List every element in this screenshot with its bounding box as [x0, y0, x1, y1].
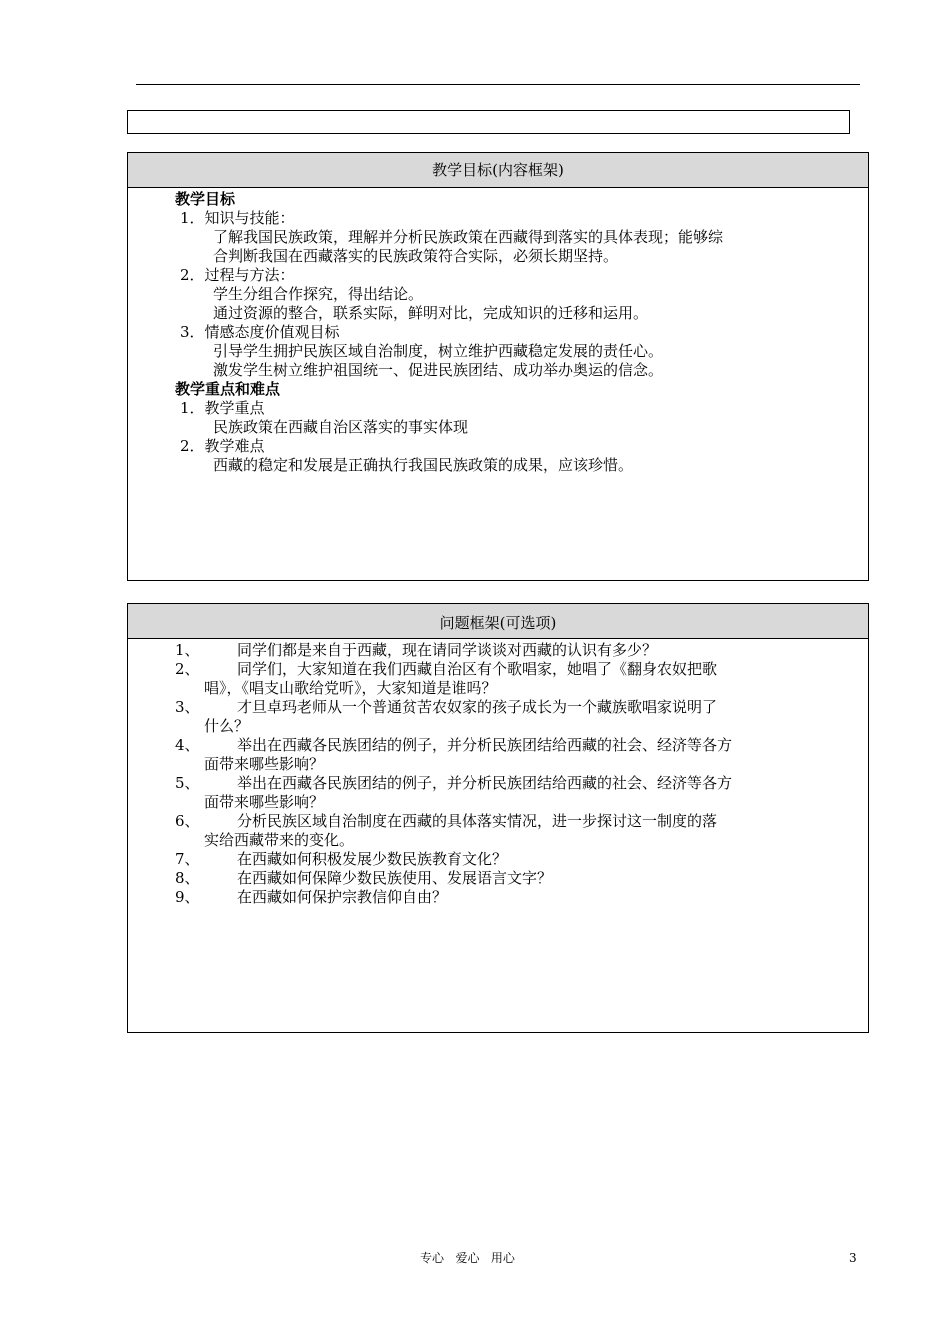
- question-5-number: 5、: [175, 774, 200, 792]
- section-title-key-points: 教学重点和难点: [175, 380, 281, 398]
- goals-panel-header: 教学目标(内容框架): [128, 153, 868, 188]
- goal-item-3-line1: 引导学生拥护民族区域自治制度，树立维护西藏稳定发展的责任心。: [213, 342, 664, 360]
- question-6-line2: 实给西藏带来的变化。: [204, 831, 355, 849]
- question-8-number: 8、: [175, 869, 200, 887]
- question-6-line1: 分析民族区域自治制度在西藏的具体落实情况，进一步探讨这一制度的落: [237, 812, 718, 830]
- question-2-number: 2、: [175, 660, 200, 678]
- key-point-text: 民族政策在西藏自治区落实的事实体现: [213, 418, 469, 436]
- question-4-line2: 面带来哪些影响？: [204, 755, 325, 773]
- difficulty-text: 西藏的稳定和发展是正确执行我国民族政策的成果，应该珍惜。: [213, 456, 634, 474]
- question-3-line1: 才旦卓玛老师从一个普通贫苦农奴家的孩子成长为一个藏族歌唱家说明了: [237, 698, 718, 716]
- question-1-line1: 同学们都是来自于西藏，现在请同学谈谈对西藏的认识有多少？: [237, 641, 658, 659]
- question-1-number: 1、: [175, 641, 200, 659]
- goal-item-1-label: 1．知识与技能：: [180, 209, 295, 227]
- goal-item-2-line2: 通过资源的整合，联系实际，鲜明对比，完成知识的迁移和运用。: [213, 304, 649, 322]
- goal-item-2-line1: 学生分组合作探究，得出结论。: [213, 285, 424, 303]
- question-6-number: 6、: [175, 812, 200, 830]
- header-rule: [136, 84, 860, 85]
- empty-header-box: [127, 110, 850, 134]
- page-number: 3: [849, 1251, 857, 1265]
- question-2-line1: 同学们，大家知道在我们西藏自治区有个歌唱家，她唱了《翻身农奴把歌: [237, 660, 718, 678]
- difficulty-label: 2．教学难点: [180, 437, 265, 455]
- question-4-line1: 举出在西藏各民族团结的例子，并分析民族团结给西藏的社会、经济等各方: [237, 736, 733, 754]
- questions-panel-header: 问题框架(可选项): [128, 604, 868, 639]
- question-4-number: 4、: [175, 736, 200, 754]
- question-8-line1: 在西藏如何保障少数民族使用、发展语言文字？: [237, 869, 553, 887]
- goals-panel: [127, 152, 869, 581]
- goal-item-1-line1: 了解我国民族政策，理解并分析民族政策在西藏得到落实的具体表现；能够综: [213, 228, 724, 246]
- goal-item-3-label: 3．情感态度价值观目标: [180, 323, 340, 341]
- question-7-number: 7、: [175, 850, 200, 868]
- goal-item-2-label: 2．过程与方法：: [180, 266, 295, 284]
- key-point-label: 1．教学重点: [180, 399, 265, 417]
- question-2-line2: 唱》，《唱支山歌给党听》，大家知道是谁吗？: [204, 679, 497, 697]
- goal-item-3-line2: 激发学生树立维护祖国统一、促进民族团结、成功举办奥运的信念。: [213, 361, 664, 379]
- question-3-line2: 什么？: [204, 717, 250, 735]
- section-title-goals: 教学目标: [175, 190, 236, 208]
- question-5-line1: 举出在西藏各民族团结的例子，并分析民族团结给西藏的社会、经济等各方: [237, 774, 733, 792]
- question-9-line1: 在西藏如何保护宗教信仰自由？: [237, 888, 448, 906]
- goal-item-1-line2: 合判断我国在西藏落实的民族政策符合实际，必须长期坚持。: [213, 247, 619, 265]
- question-3-number: 3、: [175, 698, 200, 716]
- question-5-line2: 面带来哪些影响？: [204, 793, 325, 811]
- question-9-number: 9、: [175, 888, 200, 906]
- questions-panel: [127, 603, 869, 1033]
- footer-motto: 专心 爱心 用心: [420, 1251, 515, 1265]
- question-7-line1: 在西藏如何积极发展少数民族教育文化？: [237, 850, 508, 868]
